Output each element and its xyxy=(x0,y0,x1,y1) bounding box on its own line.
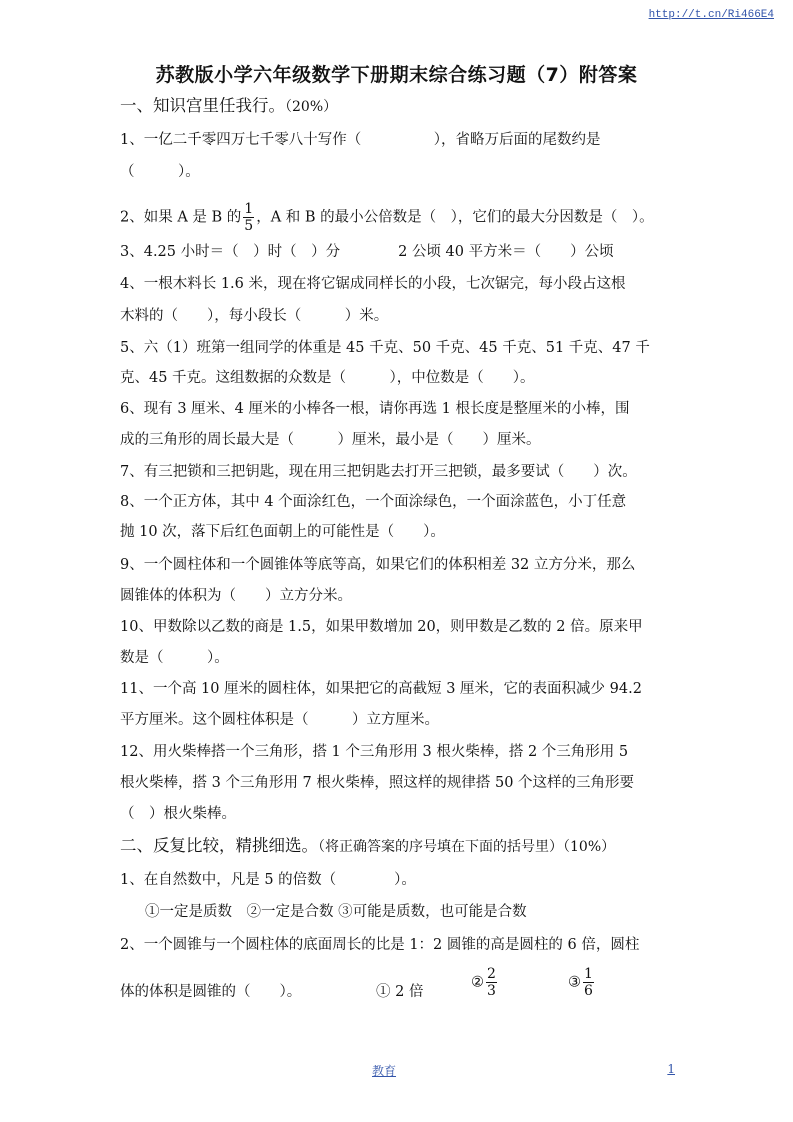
section2-note: （将正确答案的序号填在下面的括号里）（10%） xyxy=(318,839,616,855)
option-3 xyxy=(568,966,596,999)
s2-question-2-stem: 体的体积是圆锥的（ ）。 xyxy=(120,984,302,1000)
fraction-denominator: 5 xyxy=(244,218,254,234)
section1-heading-text: 一、知识宫里任我行。 xyxy=(120,96,285,115)
question-3-line-1: 3、4.25 小时＝（ ）时（ ）分 2 公顷 40 平方米＝（ ）公顷 xyxy=(120,244,614,260)
question-10-line-2: 数是（ ）。 xyxy=(120,650,229,666)
s2-question-2-line-2 xyxy=(120,966,676,1014)
s2-question-1-options: ①一定是质数 ②一定是合数 ③可能是质数，也可能是合数 xyxy=(145,904,527,920)
fraction-one-fifth xyxy=(243,201,254,234)
question-2 xyxy=(120,201,676,234)
s2-question-2-line-1: 2、一个圆锥与一个圆柱体的底面周长的比是 1：2 圆锥的高是圆柱的 6 倍，圆柱 xyxy=(120,937,640,953)
fraction-denominator: 6 xyxy=(584,983,593,999)
question-6-line-2: 成的三角形的周长最大是（ ）厘米，最小是（ ）厘米。 xyxy=(120,432,541,448)
question-1-line-1: 1、一亿二千零四万七千零八十写作（ ），省略万后面的尾数约是 xyxy=(120,132,601,148)
question-11-line-2: 平方厘米。这个圆柱体积是（ ）立方厘米。 xyxy=(120,712,439,728)
option-1: ① 2 倍 xyxy=(376,984,424,1000)
fraction-numerator: 2 xyxy=(487,966,496,982)
question-7-line-1: 7、有三把锁和三把钥匙，现在用三把钥匙去打开三把锁，最多要试（ ）次。 xyxy=(120,464,637,480)
question-8-line-2: 抛 10 次，落下后红色面朝上的可能性是（ ）。 xyxy=(120,524,445,540)
question-2-post: ，A 和 B 的最小公倍数是（ ），它们的最大分因数是（ ）。 xyxy=(256,209,654,226)
question-4-line-2: 木料的（ ），每小段长（ ）米。 xyxy=(120,308,389,324)
footer-link[interactable]: 教育 xyxy=(372,1064,397,1078)
option-2-mark: ② xyxy=(471,974,484,991)
question-5-line-2: 克、45 千克。这组数据的众数是（ ），中位数是（ ）。 xyxy=(120,370,535,386)
question-4-line-1: 4、一根木料长 1.6 米，现在将它锯成同样长的小段，七次锯完，每小段占这根 xyxy=(120,276,626,292)
fraction-numerator: 1 xyxy=(584,966,593,982)
question-6-line-1: 6、现有 3 厘米、4 厘米的小棒各一根，请你再选 1 根长度是整厘米的小棒，围 xyxy=(120,401,630,417)
page-title: 苏教版小学六年级数学下册期末综合练习题（7）附答案 xyxy=(155,64,638,86)
question-1-line-2: （ ）。 xyxy=(120,164,200,180)
s2-question-1-line-1: 1、在自然数中，凡是 5 的倍数（ ）。 xyxy=(120,872,416,888)
fraction-denominator: 3 xyxy=(487,983,496,999)
section1-note: （20%） xyxy=(285,99,338,115)
page-number: 1 xyxy=(667,1062,675,1076)
question-9-line-2: 圆锥体的体积为（ ）立方分米。 xyxy=(120,588,352,604)
header-url-link[interactable]: http://t.cn/Ri466E4 xyxy=(648,9,774,21)
option-2 xyxy=(471,966,499,999)
section2-heading-text: 二、反复比较，精挑细选。 xyxy=(120,836,318,855)
fraction-two-thirds xyxy=(486,966,497,999)
section2-heading xyxy=(120,836,676,857)
question-12-line-2: 根火柴棒，搭 3 个三角形用 7 根火柴棒，照这样的规律搭 50 个这样的三角形要 xyxy=(120,775,635,791)
option-3-mark: ③ xyxy=(568,974,581,991)
question-10-line-1: 10、甲数除以乙数的商是 1.5，如果甲数增加 20，则甲数是乙数的 2 倍。原来甲 xyxy=(120,619,643,635)
fraction-one-sixth xyxy=(583,966,594,999)
question-11-line-1: 11、一个高 10 厘米的圆柱体，如果把它的高截短 3 厘米，它的表面积减少 94.2 xyxy=(120,681,642,697)
section1-heading xyxy=(120,96,676,117)
question-8-line-1: 8、一个正方体，其中 4 个面涂红色，一个面涂绿色，一个面涂蓝色，小丁任意 xyxy=(120,494,627,510)
question-12-line-1: 12、用火柴棒搭一个三角形，搭 1 个三角形用 3 根火柴棒，搭 2 个三角形用 5 xyxy=(120,744,629,760)
fraction-numerator: 1 xyxy=(244,201,254,217)
question-2-pre: 2、如果 A 是 B 的 xyxy=(120,209,242,226)
question-5-line-1: 5、六（1）班第一组同学的体重是 45 千克、50 千克、45 千克、51 千克、47 千 xyxy=(120,340,650,356)
question-9-line-1: 9、一个圆柱体和一个圆锥体等底等高，如果它们的体积相差 32 立方分米，那么 xyxy=(120,557,636,573)
question-12-line-3: （ ）根火柴棒。 xyxy=(120,806,236,822)
